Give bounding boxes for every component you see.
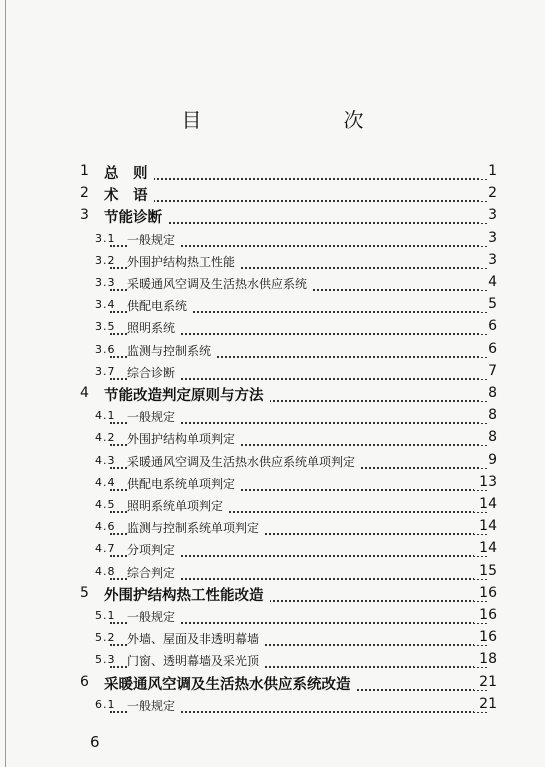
toc-entry-page-number: 3 bbox=[480, 207, 497, 223]
dot-leader bbox=[110, 166, 487, 180]
toc-entry-page-number: 14 bbox=[474, 496, 497, 512]
toc-entry-title: 照明系统 bbox=[127, 319, 181, 336]
toc-section-entry bbox=[0, 406, 545, 426]
toc-section-entry bbox=[0, 650, 545, 670]
toc-entry-number: 5 bbox=[80, 584, 89, 601]
toc-entry-title: 总 则 bbox=[104, 162, 154, 183]
toc-section-entry bbox=[0, 295, 545, 315]
toc-section-entry bbox=[0, 451, 545, 471]
toc-section-entry bbox=[0, 340, 545, 360]
toc-entry-title: 外围护结构热工性能 bbox=[127, 253, 241, 270]
toc-entry-number: 4.5 bbox=[95, 498, 116, 511]
toc-section-entry bbox=[0, 273, 545, 293]
toc-entry-page-number: 5 bbox=[480, 296, 497, 312]
toc-entry-title: 门窗、透明幕墙及采光顶 bbox=[127, 652, 265, 669]
toc-entry-page-number: 6 bbox=[480, 341, 497, 357]
toc-entry-title: 采暖通风空调及生活热水供应系统 bbox=[127, 275, 313, 292]
toc-section-entry bbox=[0, 628, 545, 648]
toc-entry-page-number: 16 bbox=[474, 607, 497, 623]
toc-entry-number: 3.4 bbox=[95, 298, 116, 312]
toc-section-entry bbox=[0, 473, 545, 493]
toc-entry-page-number: 8 bbox=[480, 407, 497, 423]
toc-chapter-entry bbox=[0, 584, 545, 604]
toc-entry-number: 5.1 bbox=[95, 609, 116, 622]
toc-section-entry bbox=[0, 562, 545, 582]
toc-entry-number: 3.5 bbox=[95, 320, 116, 334]
toc-entry-title: 供配电系统单项判定 bbox=[127, 475, 241, 492]
toc-entry-page-number: 3 bbox=[480, 252, 497, 268]
toc-entry-page-number: 1 bbox=[480, 163, 497, 179]
page-title: 目 次 bbox=[181, 108, 398, 132]
toc-entry-page-number: 14 bbox=[474, 540, 497, 556]
toc-entry-title: 采暖通风空调及生活热水供应系统改造 bbox=[104, 673, 357, 694]
toc-entry-number: 4.6 bbox=[95, 520, 116, 534]
toc-entry-page-number: 6 bbox=[480, 318, 497, 334]
toc-entry-page-number: 15 bbox=[474, 563, 497, 579]
toc-entry-page-number: 3 bbox=[480, 230, 497, 246]
toc-entry-page-number: 9 bbox=[480, 452, 497, 468]
toc-entry-number: 4.7 bbox=[95, 542, 116, 556]
toc-entry-page-number: 16 bbox=[474, 629, 497, 645]
toc-entry-number: 3.7 bbox=[95, 364, 116, 378]
toc-entry-page-number: 21 bbox=[474, 696, 497, 712]
toc-entry-title: 一般规定 bbox=[127, 697, 181, 714]
toc-entry-title: 综合判定 bbox=[127, 564, 181, 581]
toc-section-entry bbox=[0, 362, 545, 382]
toc-entry-number: 4.8 bbox=[95, 564, 116, 578]
toc-entry-number: 4.3 bbox=[95, 453, 116, 467]
toc-entry-title: 一般规定 bbox=[127, 231, 181, 248]
toc-entry-page-number: 18 bbox=[474, 651, 497, 667]
toc-entry-number: 4.4 bbox=[95, 475, 116, 489]
toc-chapter-entry bbox=[0, 162, 545, 182]
toc-section-entry bbox=[0, 539, 545, 559]
toc-entry-number: 3.3 bbox=[95, 276, 116, 289]
toc-section-entry bbox=[0, 428, 545, 448]
toc-entry-number: 4 bbox=[80, 385, 89, 401]
toc-entry-title: 分项判定 bbox=[127, 541, 181, 558]
toc-entry-page-number: 2 bbox=[480, 185, 497, 201]
toc-section-entry bbox=[0, 695, 545, 715]
toc-chapter-entry bbox=[0, 206, 545, 226]
toc-entry-page-number: 7 bbox=[480, 363, 497, 379]
toc-entry-title: 术 语 bbox=[104, 184, 154, 205]
toc-section-entry bbox=[0, 495, 545, 515]
toc-entry-title: 节能诊断 bbox=[104, 206, 168, 227]
toc-entry-title: 外围护结构热工性能改造 bbox=[104, 584, 270, 605]
toc-entry-page-number: 13 bbox=[474, 474, 497, 490]
toc-entry-page-number: 21 bbox=[474, 674, 497, 690]
toc-entry-number: 1 bbox=[80, 163, 89, 179]
toc-section-entry bbox=[0, 229, 545, 249]
toc-entry-page-number: 16 bbox=[474, 585, 497, 601]
toc-entry-title: 节能改造判定原则与方法 bbox=[104, 384, 270, 405]
toc-entry-number: 6.1 bbox=[95, 697, 116, 711]
toc-entry-page-number: 14 bbox=[474, 518, 497, 534]
toc-section-entry bbox=[0, 517, 545, 537]
toc-entry-title: 一般规定 bbox=[127, 608, 181, 625]
toc-section-entry bbox=[0, 317, 545, 337]
toc-section-entry bbox=[0, 251, 545, 271]
dot-leader bbox=[110, 188, 487, 202]
toc-entry-page-number: 4 bbox=[480, 274, 497, 290]
toc-section-entry bbox=[0, 606, 545, 626]
toc-entry-title: 外围护结构单项判定 bbox=[127, 430, 241, 447]
toc-entry-number: 4.2 bbox=[95, 431, 116, 445]
toc-entry-title: 供配电系统 bbox=[127, 297, 193, 314]
toc-chapter-entry bbox=[0, 384, 545, 404]
toc-entry-number: 3 bbox=[80, 207, 89, 224]
toc-entry-number: 5.2 bbox=[95, 631, 116, 645]
toc-entry-number: 3.1 bbox=[95, 231, 116, 245]
toc-entry-number: 2 bbox=[80, 185, 89, 202]
toc-entry-number: 6 bbox=[80, 673, 89, 690]
footer-page-number: 6 bbox=[90, 733, 100, 751]
toc-chapter-entry bbox=[0, 184, 545, 204]
toc-entry-page-number: 8 bbox=[480, 385, 497, 401]
toc-entry-number: 4.1 bbox=[95, 409, 116, 423]
toc-entry-title: 采暖通风空调及生活热水供应系统单项判定 bbox=[127, 453, 361, 470]
toc-entry-title: 监测与控制系统 bbox=[127, 342, 217, 359]
toc-entry-title: 照明系统单项判定 bbox=[127, 497, 229, 514]
toc-chapter-entry bbox=[0, 673, 545, 693]
toc-entry-title: 外墙、屋面及非透明幕墙 bbox=[127, 630, 265, 647]
toc-entry-number: 3.2 bbox=[95, 253, 116, 267]
toc-entry-title: 综合诊断 bbox=[127, 364, 181, 381]
toc-entry-page-number: 8 bbox=[480, 429, 497, 445]
toc-entry-title: 一般规定 bbox=[127, 408, 181, 425]
toc-entry-title: 监测与控制系统单项判定 bbox=[127, 519, 265, 536]
toc-entry-number: 3.6 bbox=[95, 342, 116, 356]
toc-entry-number: 5.3 bbox=[95, 653, 116, 667]
